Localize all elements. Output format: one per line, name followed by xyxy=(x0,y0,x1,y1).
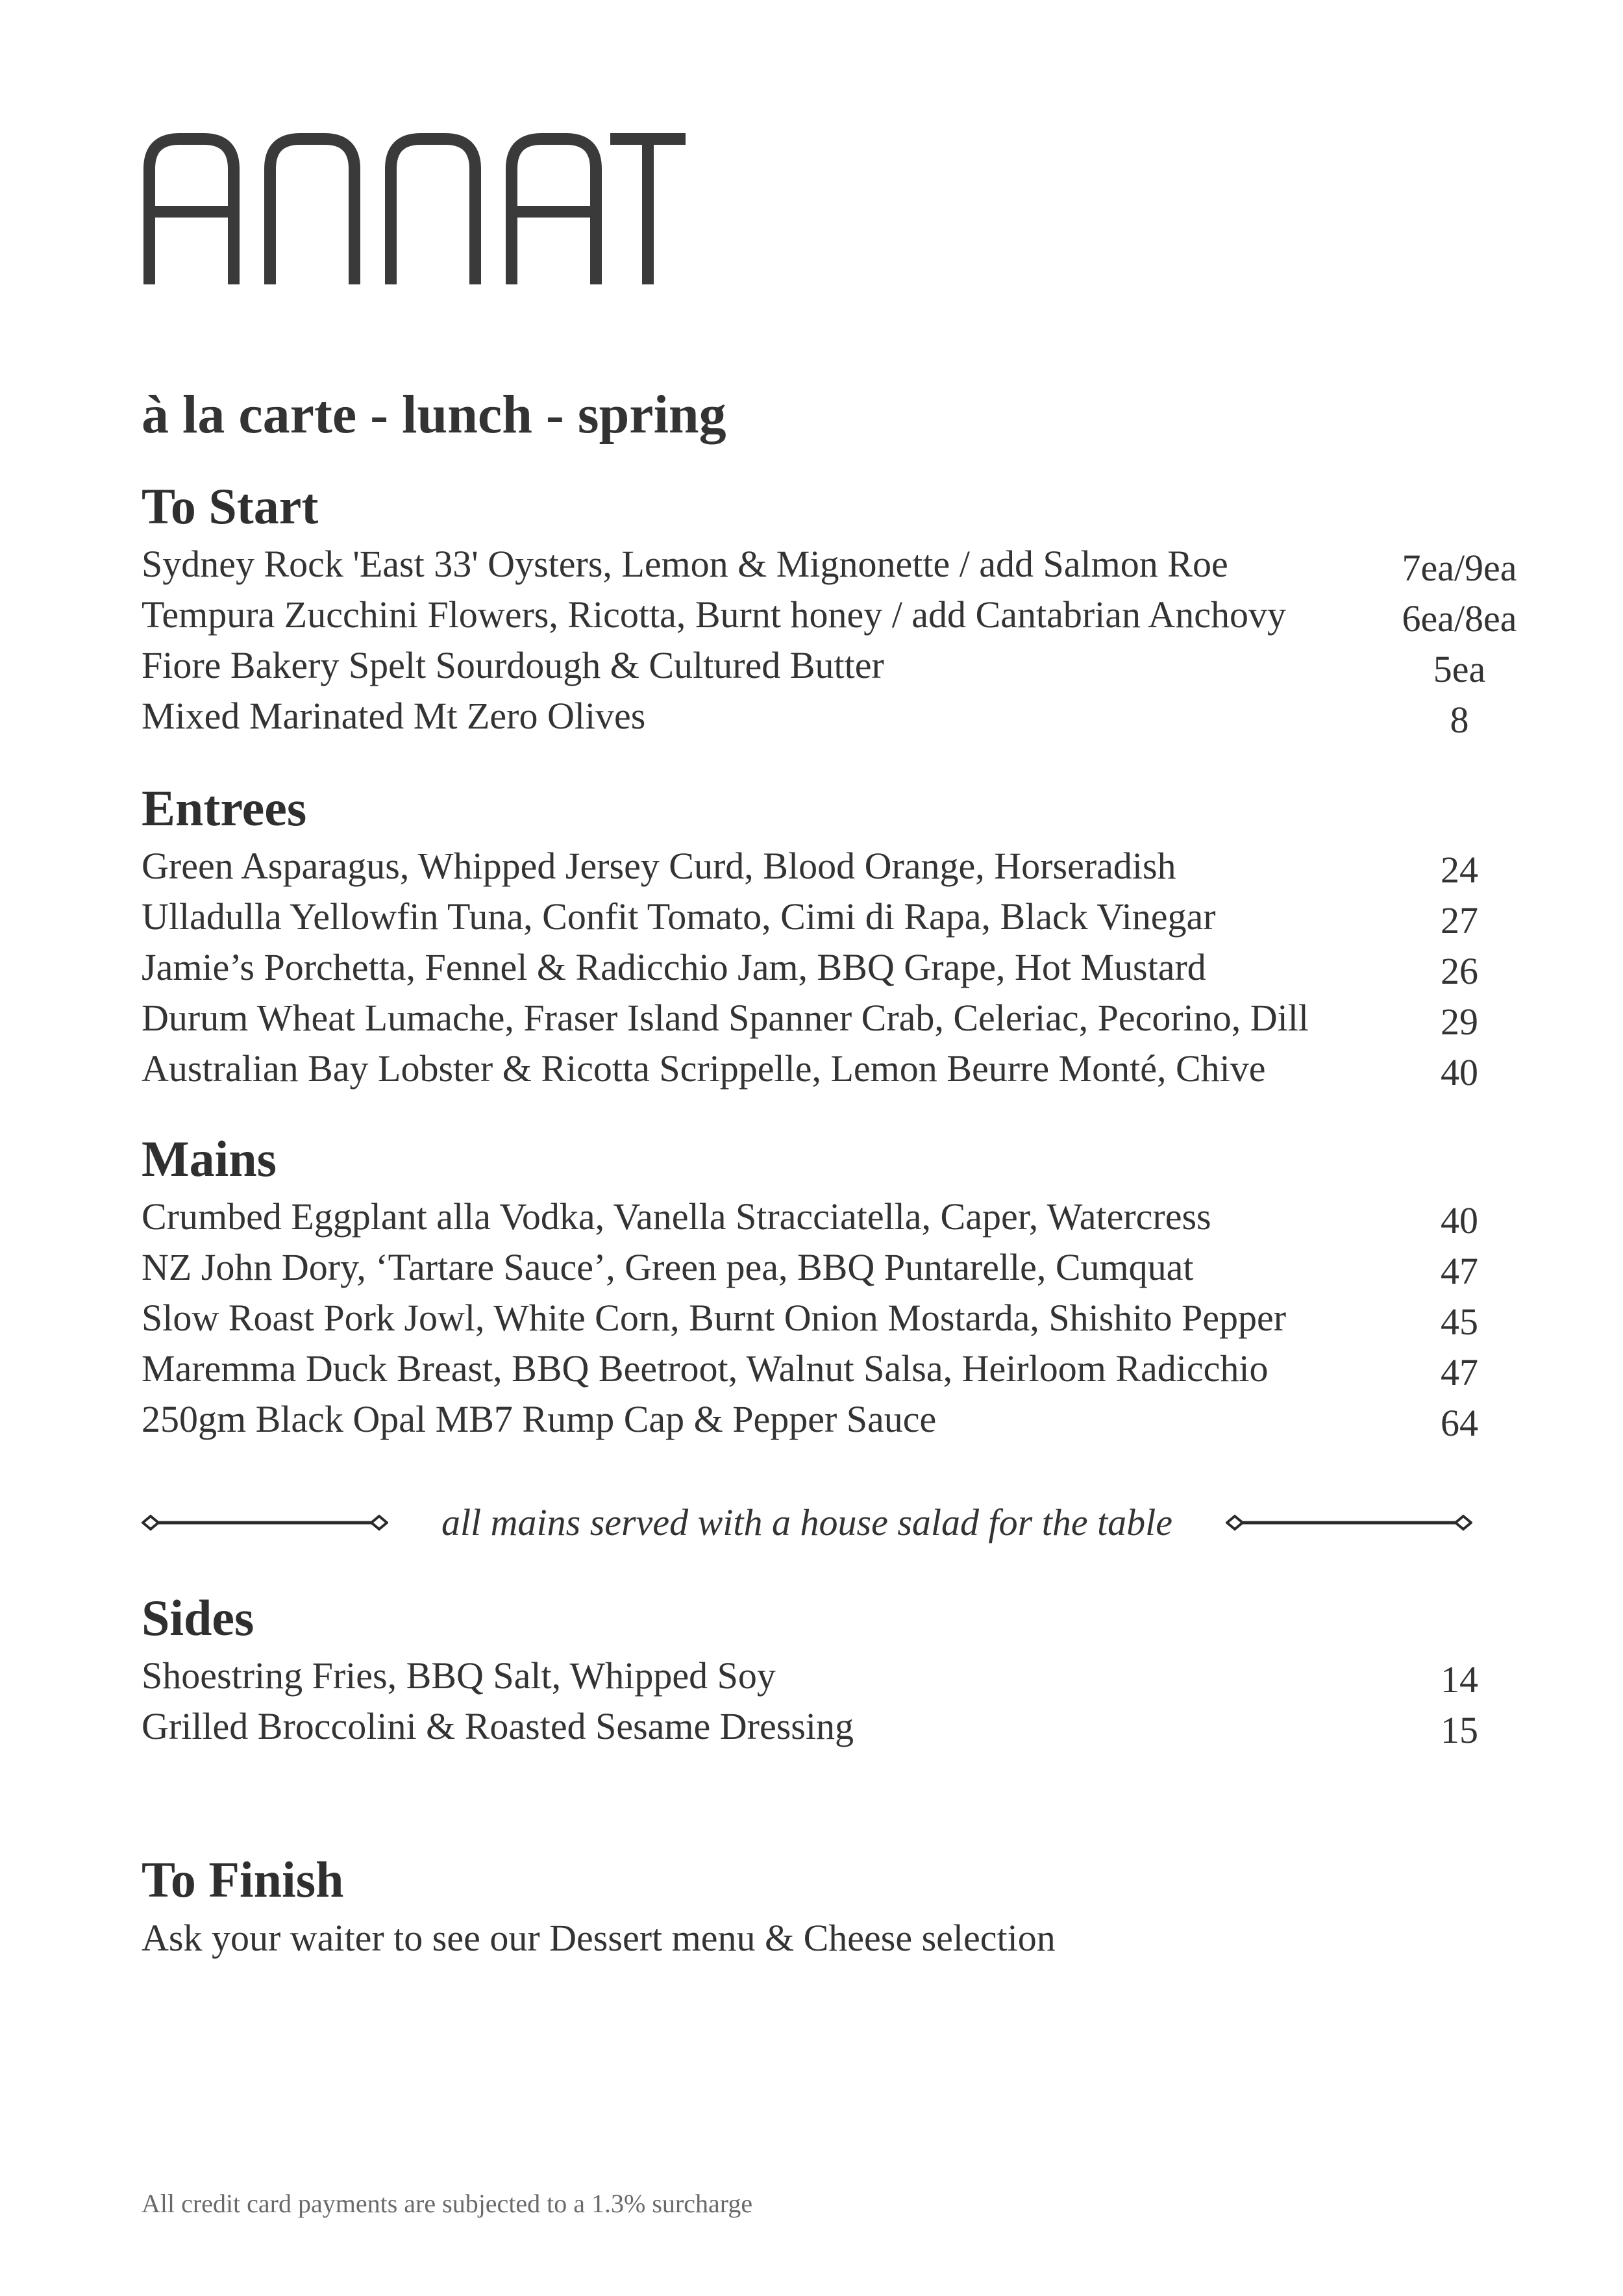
item-name: Grilled Broccolini & Roasted Sesame Dressing xyxy=(142,1705,854,1747)
surcharge-footnote: All credit card payments are subjected to a 1.3% surcharge xyxy=(142,2189,753,2218)
item-name: Mixed Marinated Mt Zero Olives xyxy=(142,695,646,737)
menu-item xyxy=(142,1343,1505,1394)
menu-item xyxy=(142,993,1505,1043)
to-finish-text: Ask your waiter to see our Dessert menu & Cheese selection xyxy=(142,1917,1056,1959)
item-name: Jamie’s Porchetta, Fennel & Radicchio Jam, BBQ Grape, Hot Mustard xyxy=(142,946,1206,988)
menu-item xyxy=(142,1701,1505,1752)
item-name: Green Asparagus, Whipped Jersey Curd, Blood Orange, Horseradish xyxy=(142,845,1176,887)
item-price: 40 xyxy=(1441,1199,1478,1242)
section-entrees xyxy=(142,776,1505,1094)
menu-item xyxy=(142,1394,1505,1445)
menu-item xyxy=(142,539,1517,590)
left-flourish-divider xyxy=(142,1511,388,1534)
item-name: Tempura Zucchini Flowers, Ricotta, Burnt honey / add Cantabrian Anchovy xyxy=(142,593,1286,636)
section-to-start xyxy=(142,474,1517,742)
item-price: 5ea xyxy=(1433,648,1486,690)
item-price: 47 xyxy=(1441,1250,1478,1292)
section-title: Mains xyxy=(142,1130,277,1187)
item-name: Ulladulla Yellowfin Tuna, Confit Tomato, Cimi di Rapa, Black Vinegar xyxy=(142,895,1216,938)
item-name: Maremma Duck Breast, BBQ Beetroot, Walnut Salsa, Heirloom Radicchio xyxy=(142,1347,1269,1390)
menu-item xyxy=(142,942,1505,993)
item-name: Sydney Rock 'East 33' Oysters, Lemon & Mignonette / add Salmon Roe xyxy=(142,543,1228,585)
menu-item xyxy=(142,1293,1505,1343)
item-name: Crumbed Eggplant alla Vodka, Vanella Stracciatella, Caper, Watercress xyxy=(142,1195,1211,1238)
menu-item-list xyxy=(142,539,1517,742)
item-price: 15 xyxy=(1441,1709,1478,1751)
item-price: 7ea/9ea xyxy=(1402,547,1517,589)
item-name: Fiore Bakery Spelt Sourdough & Cultured Butter xyxy=(142,644,884,686)
item-name: Shoestring Fries, BBQ Salt, Whipped Soy xyxy=(142,1654,776,1697)
section-title: To Start xyxy=(142,478,319,534)
section-to-finish xyxy=(142,1847,1505,1964)
item-price: 64 xyxy=(1441,1402,1478,1444)
mains-note: all mains served with a house salad for the table xyxy=(441,1501,1173,1543)
item-name: Slow Roast Pork Jowl, White Corn, Burnt Onion Mostarda, Shishito Pepper xyxy=(142,1297,1287,1339)
section-title: To Finish xyxy=(142,1851,344,1908)
menu-item xyxy=(142,1651,1505,1701)
menu-subtitle: à la carte - lunch - spring xyxy=(142,384,726,445)
menu-item-list xyxy=(142,841,1505,1094)
menu-item xyxy=(142,590,1517,640)
menu-item xyxy=(142,1192,1505,1242)
item-price: 29 xyxy=(1441,1001,1478,1043)
mains-note-row xyxy=(142,1493,1466,1552)
menu-item xyxy=(142,892,1505,942)
menu-item xyxy=(142,841,1505,892)
item-name: 250gm Black Opal MB7 Rump Cap & Pepper Sauce xyxy=(142,1398,937,1440)
item-name: Australian Bay Lobster & Ricotta Scrippelle, Lemon Beurre Monté, Chive xyxy=(142,1047,1266,1090)
item-price: 45 xyxy=(1441,1301,1478,1343)
menu-item xyxy=(142,1242,1505,1293)
menu-item xyxy=(142,691,1505,742)
item-price: 14 xyxy=(1441,1658,1478,1701)
item-price: 6ea/8ea xyxy=(1402,597,1517,640)
section-title: Sides xyxy=(142,1590,254,1646)
item-price: 40 xyxy=(1441,1051,1478,1093)
item-price: 24 xyxy=(1441,849,1478,891)
annata-logo-wordmark xyxy=(142,130,687,286)
annata-logo xyxy=(142,130,687,286)
menu-item-list xyxy=(142,1651,1505,1752)
menu-item-list xyxy=(142,1192,1505,1445)
item-name: NZ John Dory, ‘Tartare Sauce’, Green pea, BBQ Puntarelle, Cumquat xyxy=(142,1246,1194,1288)
item-price: 26 xyxy=(1441,950,1478,992)
item-name: Durum Wheat Lumache, Fraser Island Spanner Crab, Celeriac, Pecorino, Dill xyxy=(142,997,1309,1039)
item-price: 47 xyxy=(1441,1351,1478,1393)
section-mains xyxy=(142,1127,1505,1445)
item-price: 8 xyxy=(1450,699,1469,741)
section-sides xyxy=(142,1586,1505,1752)
section-title: Entrees xyxy=(142,780,307,836)
menu-item xyxy=(142,640,1505,691)
menu-item xyxy=(142,1043,1505,1094)
right-flourish-divider xyxy=(1226,1511,1472,1534)
item-price: 27 xyxy=(1441,899,1478,942)
